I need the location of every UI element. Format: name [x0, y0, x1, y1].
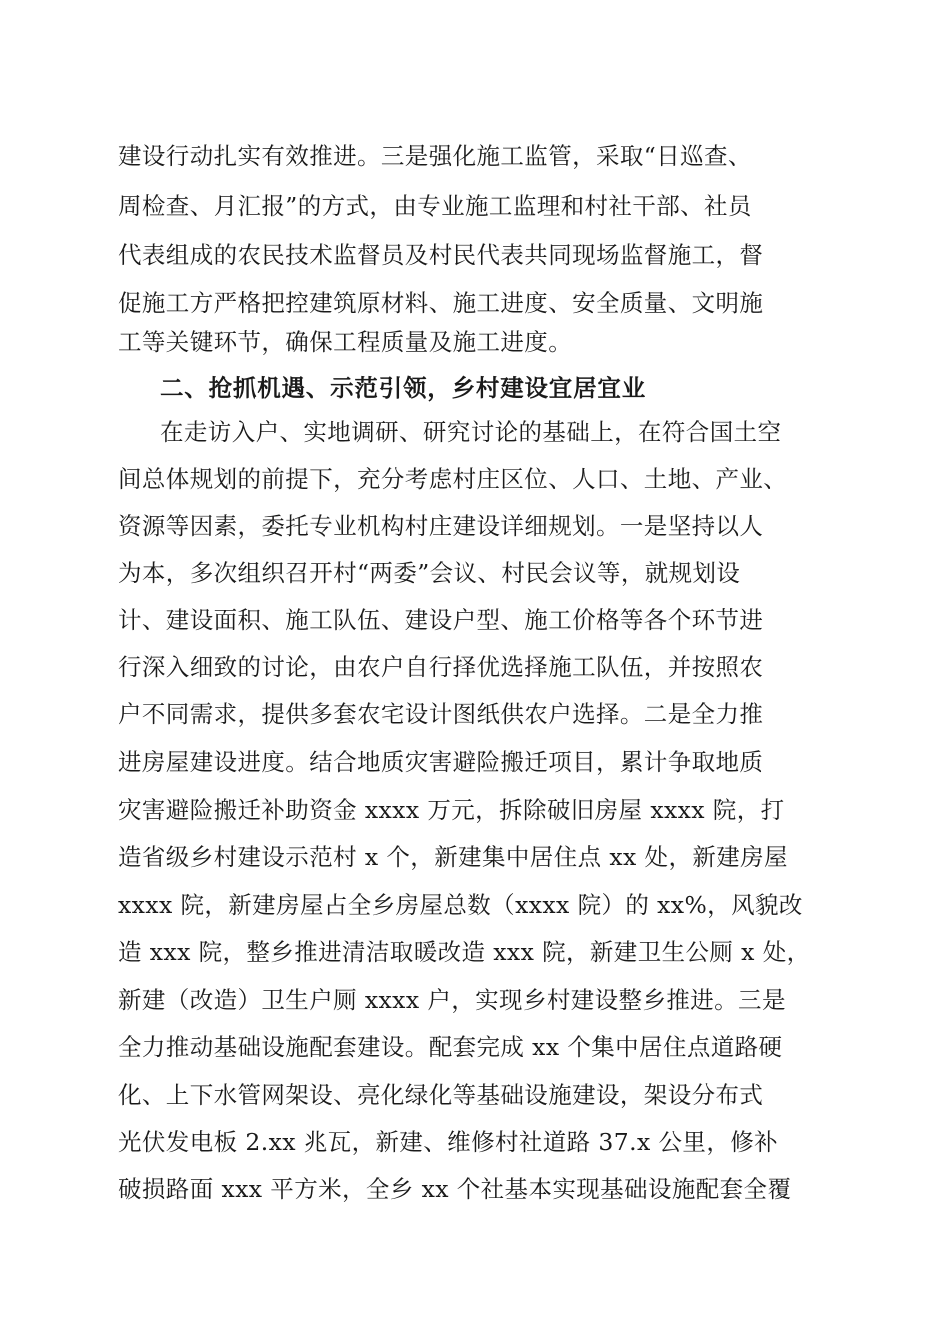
- paragraph-2-line-15: 化、上下水管网架设、亮化绿化等基础设施建设，架设分布式: [118, 1081, 764, 1109]
- paragraph-1-line-4: 促施工方严格把控建筑原材料、施工进度、安全质量、文明施: [118, 289, 764, 317]
- paragraph-1-line-1: 建设行动扎实有效推进。三是强化施工监管，采取“日巡查、: [118, 142, 752, 170]
- paragraph-2-line-17: 破损路面 xxx 平方米，全乡 xx 个社基本实现基础设施配套全覆: [118, 1175, 792, 1203]
- paragraph-2-line-7: 户不同需求，提供多套农宅设计图纸供农户选择。二是全力推: [118, 700, 764, 728]
- paragraph-2-line-3: 资源等因素，委托专业机构村庄建设详细规划。一是坚持以人: [118, 512, 764, 540]
- paragraph-2-line-6: 行深入细致的讨论，由农户自行择优选择施工队伍，并按照农: [118, 653, 764, 681]
- paragraph-2-line-4: 为本，多次组织召开村“两委”会议、村民会议等，就规划设: [118, 559, 741, 587]
- paragraph-2-line-8: 进房屋建设进度。结合地质灾害避险搬迁项目，累计争取地质: [118, 748, 764, 776]
- paragraph-2-line-12: 造 xxx 院，整乡推进清洁取暖改造 xxx 院，新建卫生公厕 x 处，: [118, 938, 811, 966]
- paragraph-1-line-5: 工等关键环节，确保工程质量及施工进度。: [118, 328, 573, 356]
- paragraph-2-line-16: 光伏发电板 2.xx 兆瓦，新建、维修村社道路 37.x 公里，修补: [118, 1128, 779, 1156]
- paragraph-2-line-5: 计、建设面积、施工队伍、建设户型、施工价格等各个环节进: [118, 606, 764, 634]
- paragraph-2-line-14: 全力推动基础设施配套建设。配套完成 xx 个集中居住点道路硬: [118, 1033, 783, 1061]
- paragraph-2-line-1: 在走访入户、实地调研、研究讨论的基础上，在符合国土空: [160, 418, 782, 446]
- paragraph-2-line-13: 新建（改造）卫生户厕 xxxx 户，实现乡村建设整乡推进。三是: [118, 986, 786, 1014]
- paragraph-2-line-11: xxxx 院，新建房屋占全乡房屋总数（xxxx 院）的 xx%，风貌改: [118, 891, 803, 919]
- section-heading-2: 二、抢抓机遇、示范引领，乡村建设宜居宜业: [160, 374, 646, 402]
- paragraph-1-line-3: 代表组成的农民技术监督员及村民代表共同现场监督施工，督: [118, 241, 764, 269]
- paragraph-2-line-9: 灾害避险搬迁补助资金 xxxx 万元，拆除破旧房屋 xxxx 院，打: [118, 796, 785, 824]
- paragraph-2-line-2: 间总体规划的前提下，充分考虑村庄区位、人口、土地、产业、: [118, 465, 788, 493]
- paragraph-2-line-10: 造省级乡村建设示范村 x 个，新建集中居住点 xx 处，新建房屋: [118, 843, 788, 871]
- paragraph-1-line-2: 周检查、月汇报”的方式，由专业施工监理和村社干部、社员: [118, 192, 752, 220]
